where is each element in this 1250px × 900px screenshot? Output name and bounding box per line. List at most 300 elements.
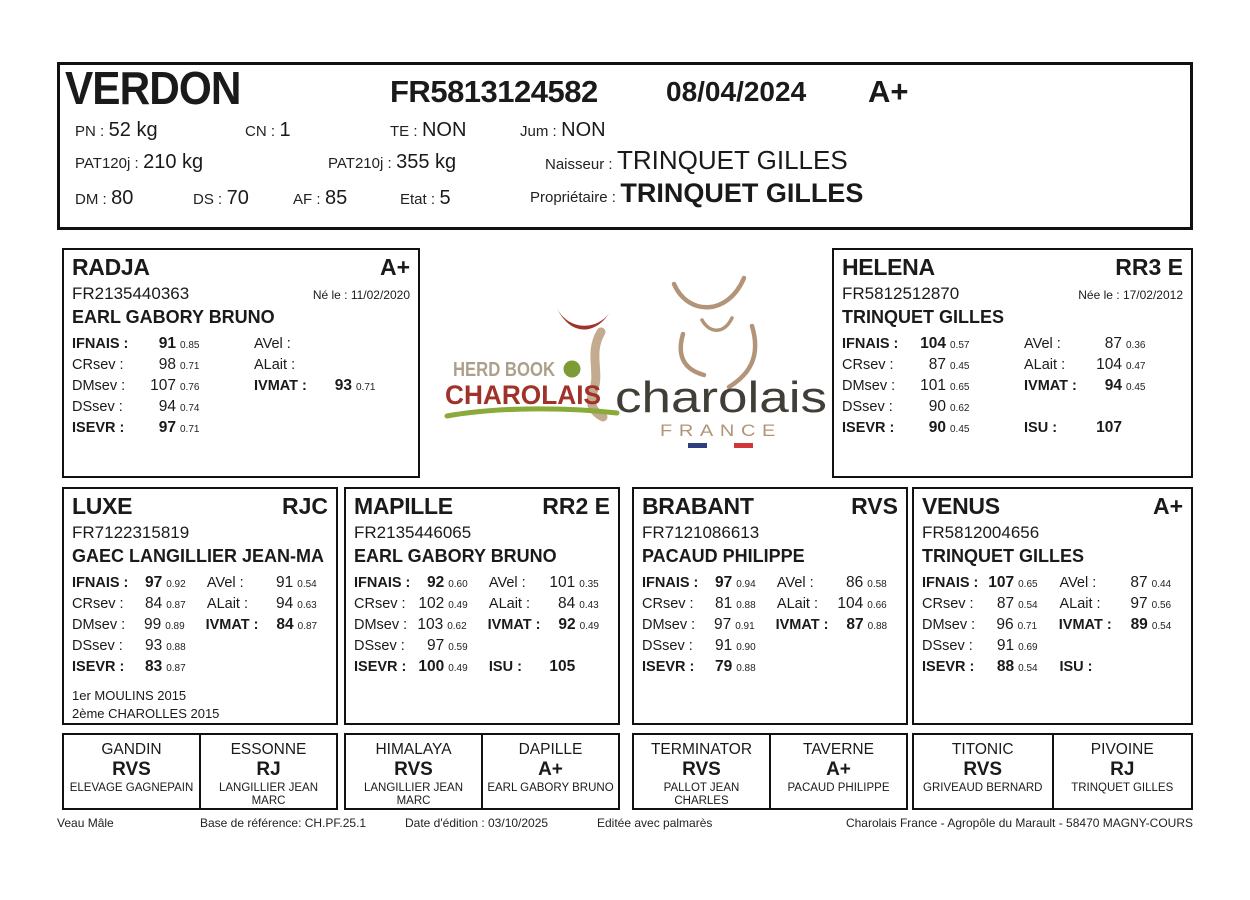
stat-label: AVel : [254,336,291,352]
pn-label: PN : [75,123,105,140]
proprietaire-value: TRINQUET GILLES [620,178,864,208]
ancestor-grade: A+ [538,759,563,780]
stat-value: 91 [714,637,733,654]
stat-value: 98 [158,356,176,373]
grade-badge: RJC [281,493,328,519]
stat-label: ISEVR : [842,420,895,436]
ancestor-owner: LANGILLIER JEAN MARC [218,781,319,808]
stat-row [922,616,1183,637]
card-id-row [72,523,328,543]
stat-value: 97 [713,616,732,633]
stat-coefficient: 0.88 [867,621,888,632]
stat-coefficient: 0.47 [1126,361,1146,372]
ancestor-owner: PACAUD PHILIPPE [787,781,890,794]
ancestor-name: TAVERNE [803,741,874,758]
stat-row [72,637,328,658]
grade-badge: A+ [868,74,909,109]
stat-label: DSsev : [72,399,123,415]
ancestor-cell [199,735,336,808]
card-title-row [72,254,410,281]
stat-label: CRsev : [72,596,124,612]
ancestor-pair-3 [632,733,908,810]
stat-row [72,356,410,377]
stat-label: IFNAIS : [72,336,129,352]
herd-book-charolais-logo [443,292,621,424]
owner-name: GAEC LANGILLIER JEAN-MA [72,546,324,566]
pn-value: 52 kg [108,119,158,141]
ancestor-owner: EARL GABORY BRUNO [487,781,614,794]
stat-label: ISU : [1059,659,1093,675]
stat-row [354,574,610,595]
stat-label: CRsev : [842,357,894,373]
stat-row [354,658,610,679]
stat-label: IFNAIS : [642,575,699,591]
pat120-value: 210 kg [143,151,204,173]
stat-label: CRsev : [72,357,124,373]
stat-label: ISEVR : [354,659,407,675]
pat120-field [75,151,203,174]
stat-value: 87 [928,356,946,373]
ds-field [193,187,249,210]
stat-value: 97 [426,637,445,654]
pedigree-card-grandsire-2 [632,487,908,725]
stat-coefficient: 0.88 [736,663,756,674]
etat-label: Etat : [400,191,436,208]
stat-label: AVel : [1059,575,1097,591]
stat-value: 83 [144,658,163,675]
dm-label: DM : [75,191,107,208]
stat-row [922,658,1183,679]
stat-label: AVel : [488,575,526,591]
naisseur-field [545,145,848,176]
cow-left-cheek-curve [681,334,704,375]
stat-coefficient: 0.43 [579,600,599,611]
stat-value: 100 [418,658,445,675]
card-id-row [922,523,1183,543]
stat-row [354,616,610,637]
stat-coefficient: 0.54 [1018,600,1038,611]
charolais-wordmark: charolais [615,373,827,422]
stat-value: 107 [988,574,1015,591]
stats-block [72,574,328,679]
stat-coefficient: 0.57 [950,340,970,351]
stat-value: 101 [920,377,946,394]
ancestor-owner: TRINQUET GILLES [1071,781,1174,794]
ancestor-name: DAPILLE [518,741,583,758]
stat-row [72,658,328,679]
stat-row [922,637,1183,658]
birth-date: Né le : 11/02/2020 [312,288,410,302]
etat-field [400,187,451,210]
card-id-row [354,523,610,543]
owner-name: PACAUD PHILIPPE [642,546,805,566]
stat-coefficient: 0.56 [1151,600,1172,611]
animal-name: RADJA [72,254,150,280]
stat-label: IVMAT : [1058,617,1112,633]
stat-coefficient: 0.74 [180,403,200,414]
animal-id-number: FR5812004656 [922,523,1040,542]
ancestor-name: TERMINATOR [650,741,753,758]
stat-label: IFNAIS : [72,575,129,591]
stat-row [72,377,410,398]
owner-name: EARL GABORY BRUNO [354,546,557,566]
ancestor-cell [1052,735,1192,808]
stat-label: CRsev : [922,596,974,612]
stat-row [842,419,1183,440]
stat-row [642,595,898,616]
ancestor-grade: RVS [963,759,1003,780]
stat-value: 91 [158,335,176,352]
pat210-label: PAT210j : [328,155,392,172]
stat-value: 96 [996,616,1014,633]
pedigree-card-sire [62,248,420,478]
stat-value: 107 [1096,419,1122,436]
card-title-row [922,493,1183,520]
stat-coefficient: 0.89 [165,621,185,632]
stat-label: IFNAIS : [922,575,979,591]
stat-value: 97 [714,574,733,591]
french-flag-blue-dash [688,443,707,448]
stat-value: 99 [143,616,162,633]
stat-label: DMsev : [72,378,126,394]
page-title: VERDON [65,62,241,114]
stat-coefficient: 0.87 [297,621,318,632]
stat-coefficient: 0.91 [735,621,755,632]
header-box [57,62,1193,230]
ancestor-pair-1 [62,733,338,810]
ancestor-grade: RVS [682,759,721,780]
ancestor-cell [346,735,481,808]
stat-value: 86 [846,574,864,591]
animal-id-number: FR2135440363 [72,284,190,303]
ancestor-cell [769,735,906,808]
stat-row [354,637,610,658]
owner-name: TRINQUET GILLES [922,546,1084,566]
stat-coefficient: 0.49 [448,663,468,674]
dm-value: 80 [111,187,134,209]
stat-value: 88 [996,658,1015,675]
animal-id-number: FR5812512870 [842,284,960,303]
pat210-field [328,151,456,174]
stat-coefficient: 0.65 [1018,579,1038,590]
animal-name: LUXE [72,493,133,519]
stat-label: DSsev : [72,638,123,654]
stat-label: CRsev : [354,596,406,612]
stat-coefficient: 0.59 [448,642,468,653]
palmares-block [72,687,328,722]
ancestor-cell [481,735,618,808]
card-id-row [842,284,1183,304]
naisseur-label: Naisseur : [545,156,613,173]
cow-forehead-curve [702,318,732,330]
cn-label: CN : [245,123,275,140]
stat-coefficient: 0.90 [736,642,756,653]
stat-label: ISEVR : [922,659,975,675]
stat-coefficient: 0.92 [166,579,186,590]
stat-value: 89 [1130,616,1148,633]
stat-row [72,574,328,595]
stat-value: 94 [1104,377,1122,394]
stat-label: DSsev : [922,638,973,654]
stat-coefficient: 0.88 [736,600,756,611]
proprietaire-label: Propriétaire : [530,189,616,206]
stat-row [72,335,410,356]
ancestor-grade: RJ [256,759,281,780]
stat-coefficient: 0.44 [1151,579,1172,590]
stat-coefficient: 0.54 [1151,621,1172,632]
stat-value: 84 [558,595,576,612]
footer-reference-base: Base de référence: CH.PF.25.1 [200,816,367,830]
stat-value: 90 [928,398,946,415]
stat-value: 94 [158,398,176,415]
ancestor-grade: RVS [112,759,151,780]
stat-value: 84 [144,595,163,612]
stat-value: 87 [846,616,864,633]
naisseur-value: TRINQUET GILLES [616,145,848,175]
jum-label: Jum : [520,123,557,140]
stat-value: 104 [920,335,946,352]
stat-value: 81 [714,595,733,612]
te-value: NON [421,119,467,141]
animal-id-number: FR2135446065 [354,523,472,542]
footer-edition-date: Date d'édition : 03/10/2025 [405,816,549,830]
stat-coefficient: 0.62 [950,403,970,414]
ancestor-grade: RJ [1110,759,1135,780]
stat-coefficient: 0.35 [579,579,599,590]
stats-block [842,335,1183,440]
grade-badge: RVS [851,493,898,519]
animal-name: MAPILLE [354,493,453,519]
stat-coefficient: 0.58 [867,579,887,590]
stat-value: 84 [276,616,294,633]
stat-row [842,356,1183,377]
owner-name: TRINQUET GILLES [842,307,1004,327]
etat-value: 5 [439,187,451,209]
stat-value: 91 [996,637,1015,654]
stat-row [642,658,898,679]
pedigree-card-dam [832,248,1193,478]
palmares-line: 2ème CHAROLLES 2015 [72,705,220,721]
stat-label: ALait : [488,596,531,612]
animal-name: BRABANT [642,493,754,519]
stat-label: ALait : [206,596,249,612]
stat-value: 103 [417,616,444,633]
ancestor-owner: LANGILLIER JEAN MARC [363,781,464,808]
stat-label: DMsev : [642,617,696,633]
stats-block [72,335,410,440]
stat-row [642,637,898,658]
pat120-label: PAT120j : [75,155,139,172]
card-id-row [72,284,410,304]
ancestor-grade: RVS [394,759,433,780]
stat-coefficient: 0.71 [180,361,200,372]
stat-row [72,595,328,616]
stat-row [842,398,1183,419]
stat-row [72,616,328,637]
jum-value: NON [561,119,606,141]
grade-badge: A+ [379,254,410,280]
stat-label: IFNAIS : [354,575,411,591]
stat-row [922,574,1183,595]
stat-value: 87 [996,595,1015,612]
ancestor-cell [914,735,1052,808]
stat-label: ISU : [1024,420,1058,436]
stat-value: 90 [928,419,946,436]
ancestor-pair-4 [912,733,1193,810]
te-field [390,119,466,142]
ancestor-pair-2 [344,733,620,810]
stat-row [354,595,610,616]
stat-label: AVel : [1024,336,1061,352]
stat-label: AVel : [206,575,244,591]
cn-field [245,119,291,142]
ancestor-owner: GRIVEAUD BERNARD [923,781,1043,794]
animal-name: HELENA [842,254,935,280]
stat-coefficient: 0.87 [166,600,186,611]
card-title-row [72,493,328,520]
stat-value: 97 [1130,595,1148,612]
stat-label: DSsev : [354,638,405,654]
stat-value: 91 [276,574,294,591]
stat-label: ALait : [1024,357,1066,373]
stat-label: ALait : [1059,596,1101,612]
stat-value: 101 [549,574,576,591]
bull-horn-shape [555,304,611,330]
pn-field [75,119,158,142]
ancestor-cell [634,735,769,808]
stat-coefficient: 0.88 [166,642,186,653]
stat-coefficient: 0.62 [447,621,467,632]
stat-coefficient: 0.71 [356,382,376,393]
ancestor-name: HIMALAYA [375,741,452,758]
proprietaire-field [530,178,863,209]
stat-label: IFNAIS : [842,336,899,352]
green-swoosh [447,409,617,416]
footer-organization: Charolais France - Agropôle du Marault - 58470 MAGNY-COURS [845,816,1193,830]
jum-field [520,119,606,142]
stat-label: ISU : [488,659,522,675]
ancestor-name: PIVOINE [1090,741,1154,758]
stat-coefficient: 0.36 [1126,340,1146,351]
birth-date: Née le : 17/02/2012 [1078,288,1183,302]
stat-row [642,574,898,595]
stat-coefficient: 0.54 [1018,663,1038,674]
stat-label: DMsev : [354,617,408,633]
france-wordmark: FRANCE [660,422,782,440]
stat-label: ALait : [776,596,819,612]
stat-label: IVMAT : [487,617,541,633]
pedigree-card-grandsire-1 [62,487,338,725]
stat-label: DSsev : [842,399,893,415]
dm-field [75,187,133,210]
stat-coefficient: 0.45 [1126,382,1146,393]
stat-row [842,377,1183,398]
stat-row [72,419,410,440]
stat-coefficient: 0.85 [180,340,200,351]
palmares-line: 1er MOULINS 2015 [72,688,187,703]
ds-value: 70 [226,187,249,209]
stat-value: 79 [714,658,733,675]
ancestor-name: GANDIN [101,741,162,758]
charolais-france-logo [612,272,830,452]
grade-badge: RR3 E [1115,254,1183,280]
animal-name: VENUS [922,493,1000,519]
stat-label: ISEVR : [72,659,125,675]
stats-block [642,574,898,679]
stat-label: DMsev : [72,617,126,633]
footer-sex: Veau Mâle [57,816,114,830]
stat-label: DSsev : [642,638,693,654]
stat-coefficient: 0.63 [297,600,317,611]
stat-value: 93 [334,377,352,394]
stat-label: ALait : [254,357,296,373]
stat-coefficient: 0.45 [950,361,970,372]
stat-label: CRsev : [642,596,694,612]
stat-coefficient: 0.76 [180,382,200,393]
cow-horns-curve [674,278,744,307]
stat-label: IVMAT : [1024,378,1077,394]
stat-row [922,595,1183,616]
stat-coefficient: 0.69 [1018,642,1038,653]
ancestor-name: ESSONNE [230,741,307,758]
stat-value: 102 [418,595,445,612]
stat-coefficient: 0.71 [180,424,200,435]
stat-value: 105 [549,658,576,675]
stat-value: 92 [426,574,445,591]
animal-id-number: FR7122315819 [72,523,190,542]
stat-row [72,398,410,419]
stat-value: 97 [144,574,163,591]
cow-outline [674,278,755,387]
stat-coefficient: 0.65 [950,382,970,393]
card-title-row [642,493,898,520]
stat-coefficient: 0.49 [448,600,468,611]
stat-coefficient: 0.45 [950,424,970,435]
pedigree-card-granddam-2 [912,487,1193,725]
pat210-value: 355 kg [396,151,457,173]
stat-coefficient: 0.54 [297,579,317,590]
ds-label: DS : [193,191,223,208]
stat-value: 97 [158,419,176,436]
stat-label: AVel : [776,575,814,591]
birth-date: 08/04/2024 [666,76,807,107]
card-title-row [842,254,1183,281]
stat-label: DMsev : [922,617,976,633]
ancestor-name: TITONIC [951,741,1014,758]
stat-coefficient: 0.87 [166,663,186,674]
herd-book-text: HERD BOOK [453,359,556,381]
stat-value: 87 [1130,574,1148,591]
stat-value: 92 [558,616,576,633]
ancestor-owner: ELEVAGE GAGNEPAIN [69,781,194,794]
stats-block [354,574,610,679]
stat-label: IVMAT : [775,617,829,633]
footer-palmares-note: Editée avec palmarès [597,816,713,830]
stat-value: 94 [276,595,294,612]
grade-badge: RR2 E [542,493,610,519]
stat-label: IVMAT : [205,617,259,633]
stat-row [642,616,898,637]
af-field [293,187,347,210]
stats-block [922,574,1183,679]
french-flag-red-dash [734,443,753,448]
stat-coefficient: 0.66 [867,600,887,611]
af-label: AF : [293,191,321,208]
af-value: 85 [324,187,348,209]
pedigree-card-granddam-1 [344,487,620,725]
stat-label: ISEVR : [642,659,695,675]
stat-coefficient: 0.49 [579,621,600,632]
